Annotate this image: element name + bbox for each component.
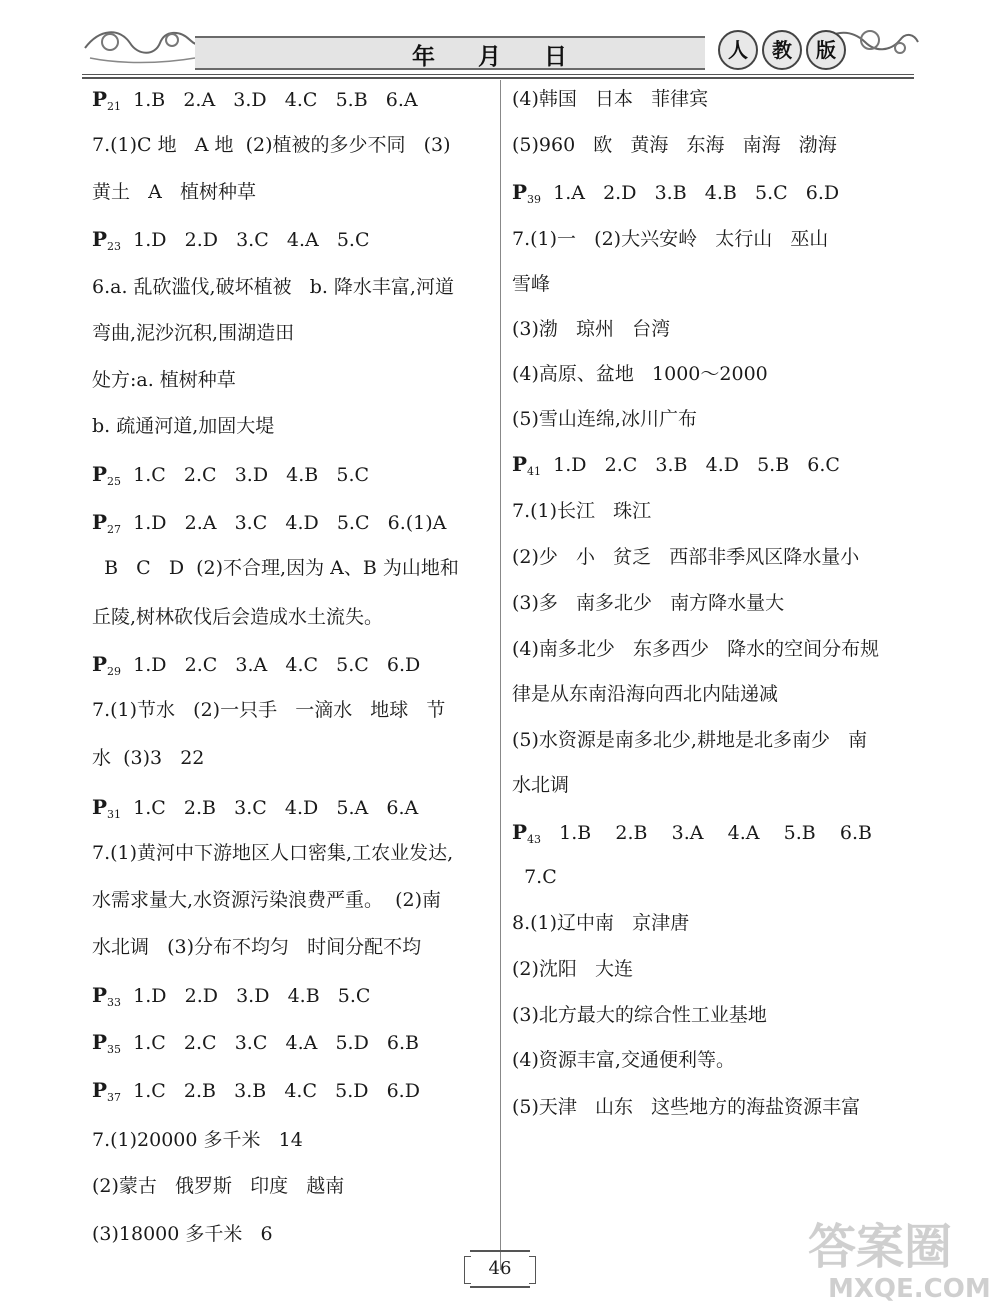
column-divider <box>500 80 501 1270</box>
answer-text: (4)高原、盆地 1000～2000 <box>512 363 768 385</box>
answer-text: (3)北方最大的综合性工业基地 <box>512 1004 767 1026</box>
page-ref-number: 21 <box>107 100 122 113</box>
answer-text: 1.D 2.C 3.A 4.C 5.C 6.D <box>121 654 421 676</box>
page-ref-group <box>92 462 121 486</box>
page-ref: P <box>92 1078 108 1102</box>
year-label: 年 <box>412 44 435 70</box>
answer-text: (5)天津 山东 这些地方的海盐资源丰富 <box>512 1096 861 1118</box>
answer-line <box>512 1048 735 1072</box>
answer-line <box>512 407 697 431</box>
page-ref-number: 37 <box>107 1091 122 1104</box>
edition-char: 版 <box>806 30 846 70</box>
page-ref-number: 43 <box>527 833 542 846</box>
answer-text: 6.a. 乱砍滥伐,破坏植被 b. 降水丰富,河道 <box>92 276 454 298</box>
header-band <box>195 36 705 70</box>
day-label: 日 <box>544 44 567 70</box>
page-ref-number: 35 <box>107 1043 122 1056</box>
answer-line <box>512 591 784 615</box>
page-ref-group <box>92 227 121 251</box>
answer-line <box>512 820 872 852</box>
answer-line <box>92 1128 303 1152</box>
page-ref-number: 33 <box>107 996 122 1009</box>
page-ref-number: 25 <box>107 475 122 488</box>
answer-line <box>92 1078 420 1110</box>
page-ref-group <box>92 510 121 534</box>
answer-text: (2)少 小 贫乏 西部非季风区降水量小 <box>512 546 860 568</box>
answer-text: 水需求量大,水资源污染浪费严重。 (2)南 <box>92 889 442 911</box>
answer-line <box>512 728 867 752</box>
answer-line <box>92 87 418 119</box>
answer-text: (5)雪山连绵,冰川广布 <box>512 408 697 430</box>
answer-line <box>92 935 421 959</box>
page-header <box>0 0 1000 80</box>
page-ref: P <box>92 227 108 251</box>
answer-line <box>92 698 445 722</box>
answer-line <box>92 321 294 345</box>
answer-line <box>512 180 839 212</box>
answer-text: 丘陵,树林砍伐后会造成水土流失。 <box>92 606 384 628</box>
answer-line <box>512 133 837 157</box>
answer-text: B C D (2)不合理,因为 A、B 为山地和 <box>92 557 459 579</box>
answer-line <box>92 746 204 770</box>
answer-line <box>92 888 441 912</box>
answer-text: 水 (3)3 22 <box>92 747 205 769</box>
answer-line <box>512 317 670 341</box>
answer-line <box>512 637 879 661</box>
answer-line <box>92 1222 273 1246</box>
answer-text: 处方:a. 植树种草 <box>92 369 236 391</box>
answer-line <box>512 272 550 296</box>
answer-text: 水北调 <box>512 774 570 796</box>
answer-text: 1.C 2.B 3.C 4.D 5.A 6.A <box>121 797 419 819</box>
answer-text: 律是从东南沿海向西北内陆递减 <box>512 683 779 705</box>
page-ref-number: 39 <box>527 193 542 206</box>
page-ref: P <box>92 983 108 1007</box>
answer-line <box>92 556 459 580</box>
answer-line <box>92 510 446 542</box>
answer-line <box>512 865 557 889</box>
page-ref-group <box>512 820 541 844</box>
page-ref-group <box>512 452 541 476</box>
answer-line <box>92 983 370 1015</box>
answer-line <box>512 1003 767 1027</box>
answer-line <box>92 414 274 438</box>
edition-char: 人 <box>718 30 758 70</box>
page-ref-group <box>92 1078 121 1102</box>
watermark-logo-icon <box>798 1205 998 1305</box>
answer-text: (5)960 欧 黄海 东海 南海 渤海 <box>512 134 837 156</box>
answer-text: 7.(1)20000 多千米 14 <box>92 1129 303 1151</box>
answer-text: 7.(1)长江 珠江 <box>512 500 652 522</box>
answer-text: 7.(1)黄河中下游地区人口密集,工农业发达, <box>92 842 454 864</box>
header-rule <box>82 74 914 75</box>
answer-line <box>512 957 633 981</box>
answer-text: 弯曲,泥沙沉积,围湖造田 <box>92 322 295 344</box>
answer-text: 1.C 2.B 3.B 4.C 5.D 6.D <box>121 1080 420 1102</box>
answer-text: 7.(1)C 地 A 地 (2)植被的多少不同 (3) <box>92 134 451 156</box>
answer-text: 7.(1)一 (2)大兴安岭 太行山 巫山 <box>512 228 829 250</box>
page-number: 46 <box>470 1250 530 1288</box>
answer-line <box>92 605 383 629</box>
page-ref: P <box>92 1030 108 1054</box>
answer-line <box>512 227 828 251</box>
answer-text: 1.D 2.C 3.B 4.D 5.B 6.C <box>541 454 840 476</box>
page-ref-group <box>92 652 121 676</box>
answer-text: (3)多 南多北少 南方降水量大 <box>512 592 785 614</box>
answer-line <box>512 545 859 569</box>
answer-line <box>512 1095 860 1119</box>
answer-line <box>512 452 840 484</box>
answer-line <box>92 275 454 299</box>
answer-line <box>92 462 369 494</box>
answer-text: b. 疏通河道,加固大堤 <box>92 415 275 437</box>
edition-badge <box>718 30 846 70</box>
answer-text: (4)资源丰富,交通便利等。 <box>512 1049 735 1071</box>
page-ref: P <box>512 180 528 204</box>
header-rule <box>82 77 914 79</box>
page-ref-group <box>92 1030 121 1054</box>
page-ref: P <box>92 652 108 676</box>
answer-text: (2)沈阳 大连 <box>512 958 634 980</box>
answer-line <box>92 652 420 684</box>
page-ref-number: 27 <box>107 523 122 536</box>
page-ref: P <box>92 87 108 111</box>
answer-text: (4)韩国 日本 菲律宾 <box>512 88 709 110</box>
answer-text: 7.C <box>512 866 557 888</box>
page-ref: P <box>512 452 528 476</box>
answer-line <box>92 227 370 259</box>
answer-text: 1.D 2.D 3.C 4.A 5.C <box>121 229 370 251</box>
answer-line <box>512 499 651 523</box>
answer-text: (3)18000 多千米 6 <box>92 1223 273 1245</box>
answer-text: 雪峰 <box>512 273 551 295</box>
answer-text: 1.B 2.B 3.A 4.A 5.B 6.B <box>541 822 873 844</box>
edition-char: 教 <box>762 30 802 70</box>
answer-line <box>92 1174 344 1198</box>
page-ref: P <box>512 820 528 844</box>
answer-line <box>92 368 236 392</box>
answer-text: (5)水资源是南多北少,耕地是北多南少 南 <box>512 729 868 751</box>
answer-text: 1.C 2.C 3.C 4.A 5.D 6.B <box>121 1032 420 1054</box>
answer-line <box>512 911 689 935</box>
page-ref-number: 41 <box>527 465 542 478</box>
answer-text: 1.C 2.C 3.D 4.B 5.C <box>121 464 370 486</box>
answer-text: 黄土 A 植树种草 <box>92 181 256 203</box>
answer-text: 8.(1)辽中南 京津唐 <box>512 912 690 934</box>
page-ref-number: 23 <box>107 240 122 253</box>
answer-text: 1.B 2.A 3.D 4.C 5.B 6.A <box>121 89 418 111</box>
answer-text: (3)渤 琼州 台湾 <box>512 318 671 340</box>
page-ref-group <box>512 180 541 204</box>
answer-line <box>92 133 451 157</box>
page-ref-number: 29 <box>107 665 122 678</box>
page-ref-group <box>92 795 121 819</box>
page-ref-group <box>92 983 121 1007</box>
page-ref: P <box>92 795 108 819</box>
answer-line <box>512 682 778 706</box>
page-ref-group <box>92 87 121 111</box>
answer-line <box>92 1030 419 1062</box>
answer-text: (4)南多北少 东多西少 降水的空间分布规 <box>512 638 880 660</box>
answer-line <box>512 773 569 797</box>
page-ref-number: 31 <box>107 808 122 821</box>
answer-text: (2)蒙古 俄罗斯 印度 越南 <box>92 1175 345 1197</box>
page-ref: P <box>92 510 108 534</box>
answer-line <box>92 795 418 827</box>
answer-line <box>92 180 256 204</box>
answer-line <box>92 841 453 865</box>
answer-text: 1.A 2.D 3.B 4.B 5.C 6.D <box>541 182 840 204</box>
answer-text: 1.D 2.D 3.D 4.B 5.C <box>121 985 371 1007</box>
watermark-url: MXQE.COM <box>828 1274 991 1304</box>
answer-text: 7.(1)节水 (2)一只手 一滴水 地球 节 <box>92 699 446 721</box>
answer-text: 水北调 (3)分布不均匀 时间分配不均 <box>92 936 422 958</box>
answer-line <box>512 362 768 386</box>
answer-line <box>512 87 708 111</box>
page-ref: P <box>92 462 108 486</box>
month-label: 月 <box>478 44 501 70</box>
answer-text: 1.D 2.A 3.C 4.D 5.C 6.(1)A <box>121 512 447 534</box>
watermark-main: 答案圈 <box>808 1219 953 1275</box>
